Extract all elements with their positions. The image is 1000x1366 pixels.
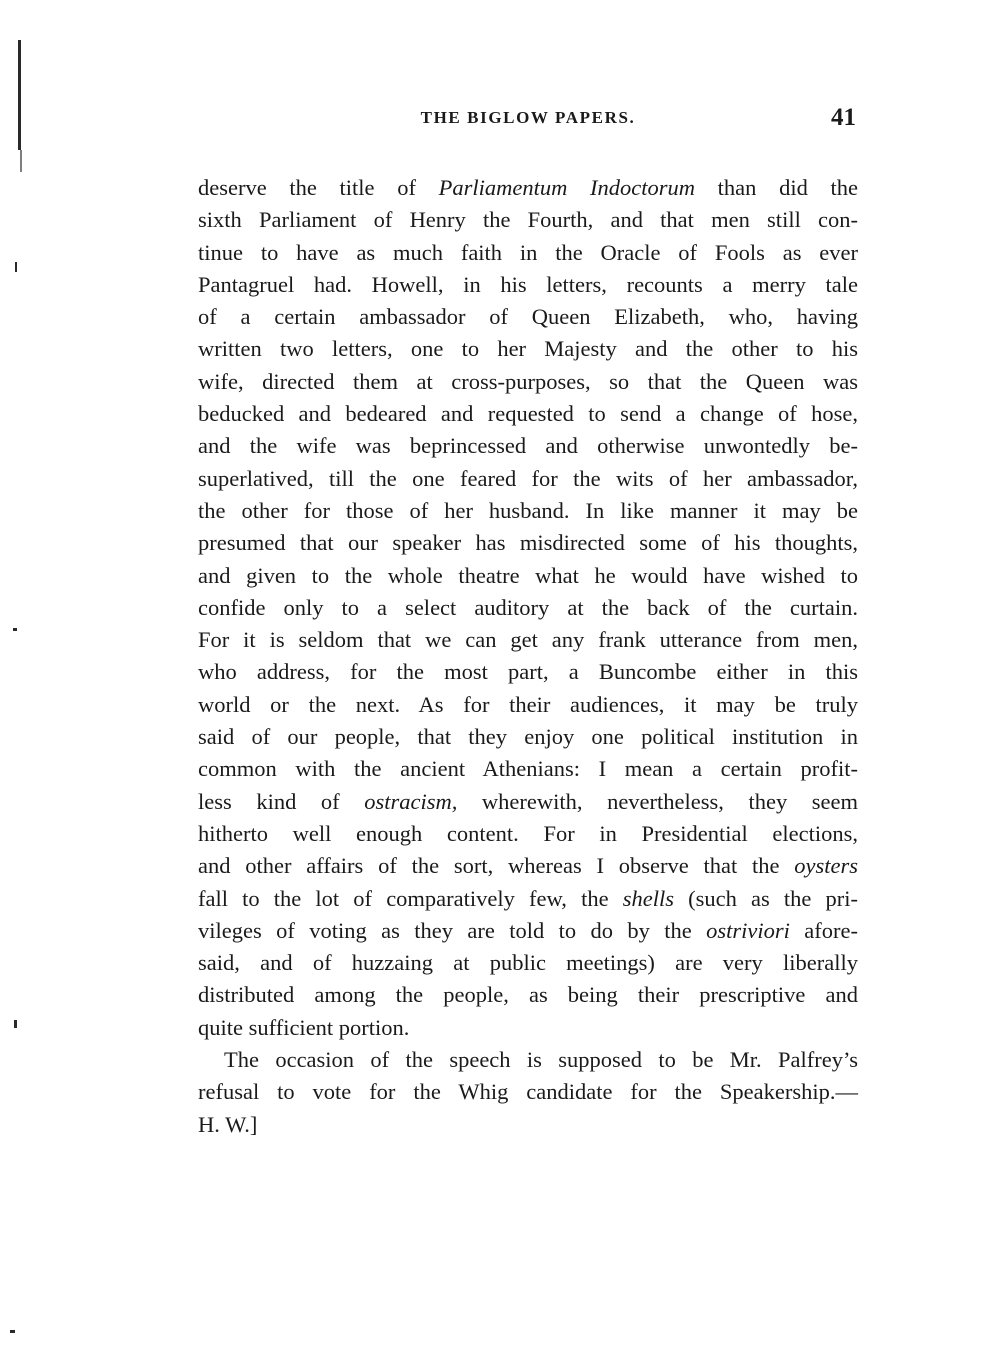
text-run: the other for those of her husband. In like manner it may be: [198, 497, 858, 523]
text-line: [198, 850, 858, 882]
text-run: of a certain ambassador of Queen Elizabeth, who, having: [198, 304, 858, 330]
text-line: [198, 398, 858, 430]
paragraph: [198, 1044, 858, 1141]
text-run: confide only to a select auditory at the back of the curtain.: [198, 594, 858, 620]
text-line: [198, 786, 858, 818]
text-line: [198, 269, 858, 301]
scan-edge-mark: [14, 1020, 17, 1028]
scan-edge-mark: [13, 628, 17, 631]
text-line: [198, 1076, 858, 1108]
italic-term: shells: [622, 885, 674, 911]
text-line: [198, 430, 858, 462]
text-line: [198, 495, 858, 527]
text-run: sixth Parliament of Henry the Fourth, and that men still con-: [198, 207, 858, 233]
text-line: [198, 172, 858, 204]
text-run: common with the ancient Athenians: I mean a certain profit-: [198, 756, 858, 782]
text-run: and the wife was beprincessed and otherwise unwontedly be-: [198, 433, 858, 459]
running-head: [198, 104, 858, 134]
text-run: world or the next. As for their audiences, it may be truly: [198, 691, 858, 717]
text-run: fall to the lot of comparatively few, the: [198, 885, 623, 911]
text-line: [198, 947, 858, 979]
text-line: [198, 592, 858, 624]
text-line: [198, 366, 858, 398]
italic-term: ostracism,: [364, 788, 458, 814]
text-run: hitherto well enough content. For in Presidential elections,: [198, 820, 858, 846]
text-line: [198, 915, 858, 947]
text-run: H. W.]: [198, 1111, 258, 1137]
text-line: [198, 1044, 858, 1076]
text-line: [198, 818, 858, 850]
text-run: For it is seldom that we can get any frank utterance from men,: [198, 627, 858, 653]
text-run: presumed that our speaker has misdirected some of his thoughts,: [198, 530, 858, 556]
text-run: and given to the whole theatre what he would have wished to: [198, 562, 858, 588]
text-run: Pantagruel had. Howell, in his letters, recounts a merry tale: [198, 271, 858, 297]
italic-term: Parliamentum Indoctorum: [438, 175, 696, 200]
text-line: [198, 237, 858, 269]
text-run: said of our people, that they enjoy one political institution in: [198, 724, 858, 750]
text-line: [198, 656, 858, 688]
running-title: THE BIGLOW PAPERS.: [420, 108, 636, 127]
scan-edge-mark: [20, 150, 22, 172]
scan-edge-mark: [15, 262, 17, 272]
text-run: and other affairs of the sort, whereas I observe that the: [198, 853, 795, 879]
scan-edge-mark: [18, 40, 21, 150]
text-run: (such as the pri-: [673, 885, 858, 911]
text-line: [198, 204, 858, 236]
text-line: [198, 1109, 858, 1141]
text-run: tinue to have as much faith in the Oracle of Fools as ever: [198, 239, 858, 265]
page-number: 41: [831, 104, 856, 131]
text-run: deserve the title of: [198, 175, 439, 200]
text-line: [198, 527, 858, 559]
text-run: who address, for the most part, a Buncombe either in this: [198, 659, 858, 685]
paragraph: [198, 172, 858, 1044]
text-line: [198, 463, 858, 495]
text-run: afore-: [789, 917, 858, 943]
text-run: than did the: [695, 175, 858, 200]
text-run: said, and of huzzaing at public meetings) are very liberally: [198, 950, 858, 976]
text-run: less kind of: [198, 788, 365, 814]
text-run: superlatived, till the one feared for the wits of her ambassador,: [198, 465, 858, 491]
text-run: written two letters, one to her Majesty and the other to his: [198, 336, 858, 362]
text-line: [198, 753, 858, 785]
body-text: [198, 172, 858, 1141]
italic-term: oysters: [794, 853, 858, 879]
text-line: [198, 883, 858, 915]
text-line: [198, 301, 858, 333]
text-run: vileges of voting as they are told to do by the: [198, 917, 707, 943]
text-line: [198, 689, 858, 721]
text-run: wife, directed them at cross-purposes, so that the Queen was: [198, 368, 858, 394]
text-line: [198, 560, 858, 592]
text-line: [198, 721, 858, 753]
text-run: wherewith, nevertheless, they seem: [457, 788, 858, 814]
text-run: quite sufficient portion.: [198, 1014, 410, 1040]
text-line: [198, 624, 858, 656]
text-line: [198, 979, 858, 1011]
scan-edge-mark: [10, 1330, 15, 1333]
italic-term: ostriviori: [706, 917, 790, 943]
text-run: beducked and bedeared and requested to send a change of hose,: [198, 401, 858, 427]
text-line: [198, 1012, 858, 1044]
text-run: distributed among the people, as being their prescriptive and: [198, 982, 858, 1008]
text-run: The occasion of the speech is supposed to be Mr. Palfrey’s: [224, 1047, 858, 1073]
text-run: refusal to vote for the Whig candidate for the Speakership.—: [198, 1079, 858, 1105]
text-line: [198, 333, 858, 365]
